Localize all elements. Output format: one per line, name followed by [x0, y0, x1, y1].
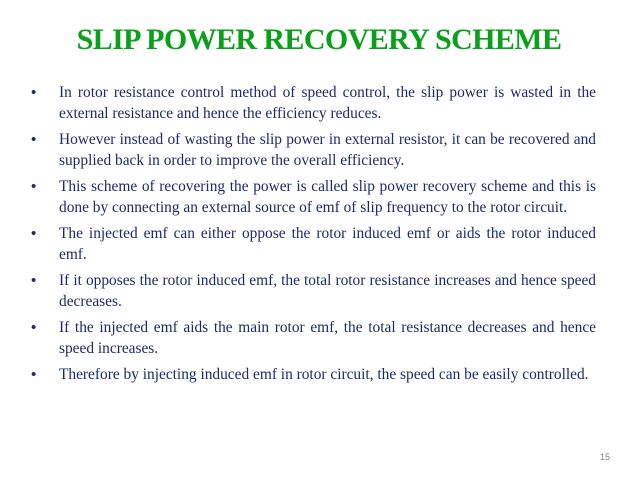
bullet-dot-icon: •	[31, 131, 37, 148]
page-number: 15	[599, 452, 610, 462]
bullet-text: If it opposes the rotor induced emf, the total rotor resistance increases and hence speed decreases.	[59, 272, 596, 310]
bullet-item	[30, 317, 596, 359]
bullet-text: If the injected emf aids the main rotor emf, the total resistance decreases and hence speed increases.	[59, 319, 596, 357]
bullet-item	[30, 270, 596, 312]
bullet-dot-icon: •	[31, 178, 37, 195]
bullet-dot-icon: •	[31, 225, 37, 242]
bullet-item	[30, 82, 596, 124]
bullet-dot-icon: •	[31, 272, 37, 289]
bullet-text: The injected emf can either oppose the rotor induced emf or aids the rotor induced emf.	[59, 225, 596, 263]
bullet-item	[30, 176, 596, 218]
bullet-item	[30, 223, 596, 265]
bullet-list	[30, 82, 596, 390]
bullet-text: However instead of wasting the slip power in external resistor, it can be recovered and supplied back in order to improve the overall efficiency.	[59, 131, 596, 169]
bullet-dot-icon: •	[31, 319, 37, 336]
bullet-text: In rotor resistance control method of speed control, the slip power is wasted in the external resistance and hence the efficiency reduces.	[59, 84, 596, 122]
bullet-item	[30, 364, 596, 385]
bullet-dot-icon: •	[31, 366, 37, 383]
bullet-text: Therefore by injecting induced emf in rotor circuit, the speed can be easily controlled.	[59, 366, 589, 383]
bullet-text: This scheme of recovering the power is called slip power recovery scheme and this is done by connecting an external source of emf of slip frequency to the rotor circuit.	[59, 178, 596, 216]
bullet-item	[30, 129, 596, 171]
slide-title: SLIP POWER RECOVERY SCHEME	[76, 23, 562, 56]
bullet-dot-icon: •	[31, 84, 37, 101]
